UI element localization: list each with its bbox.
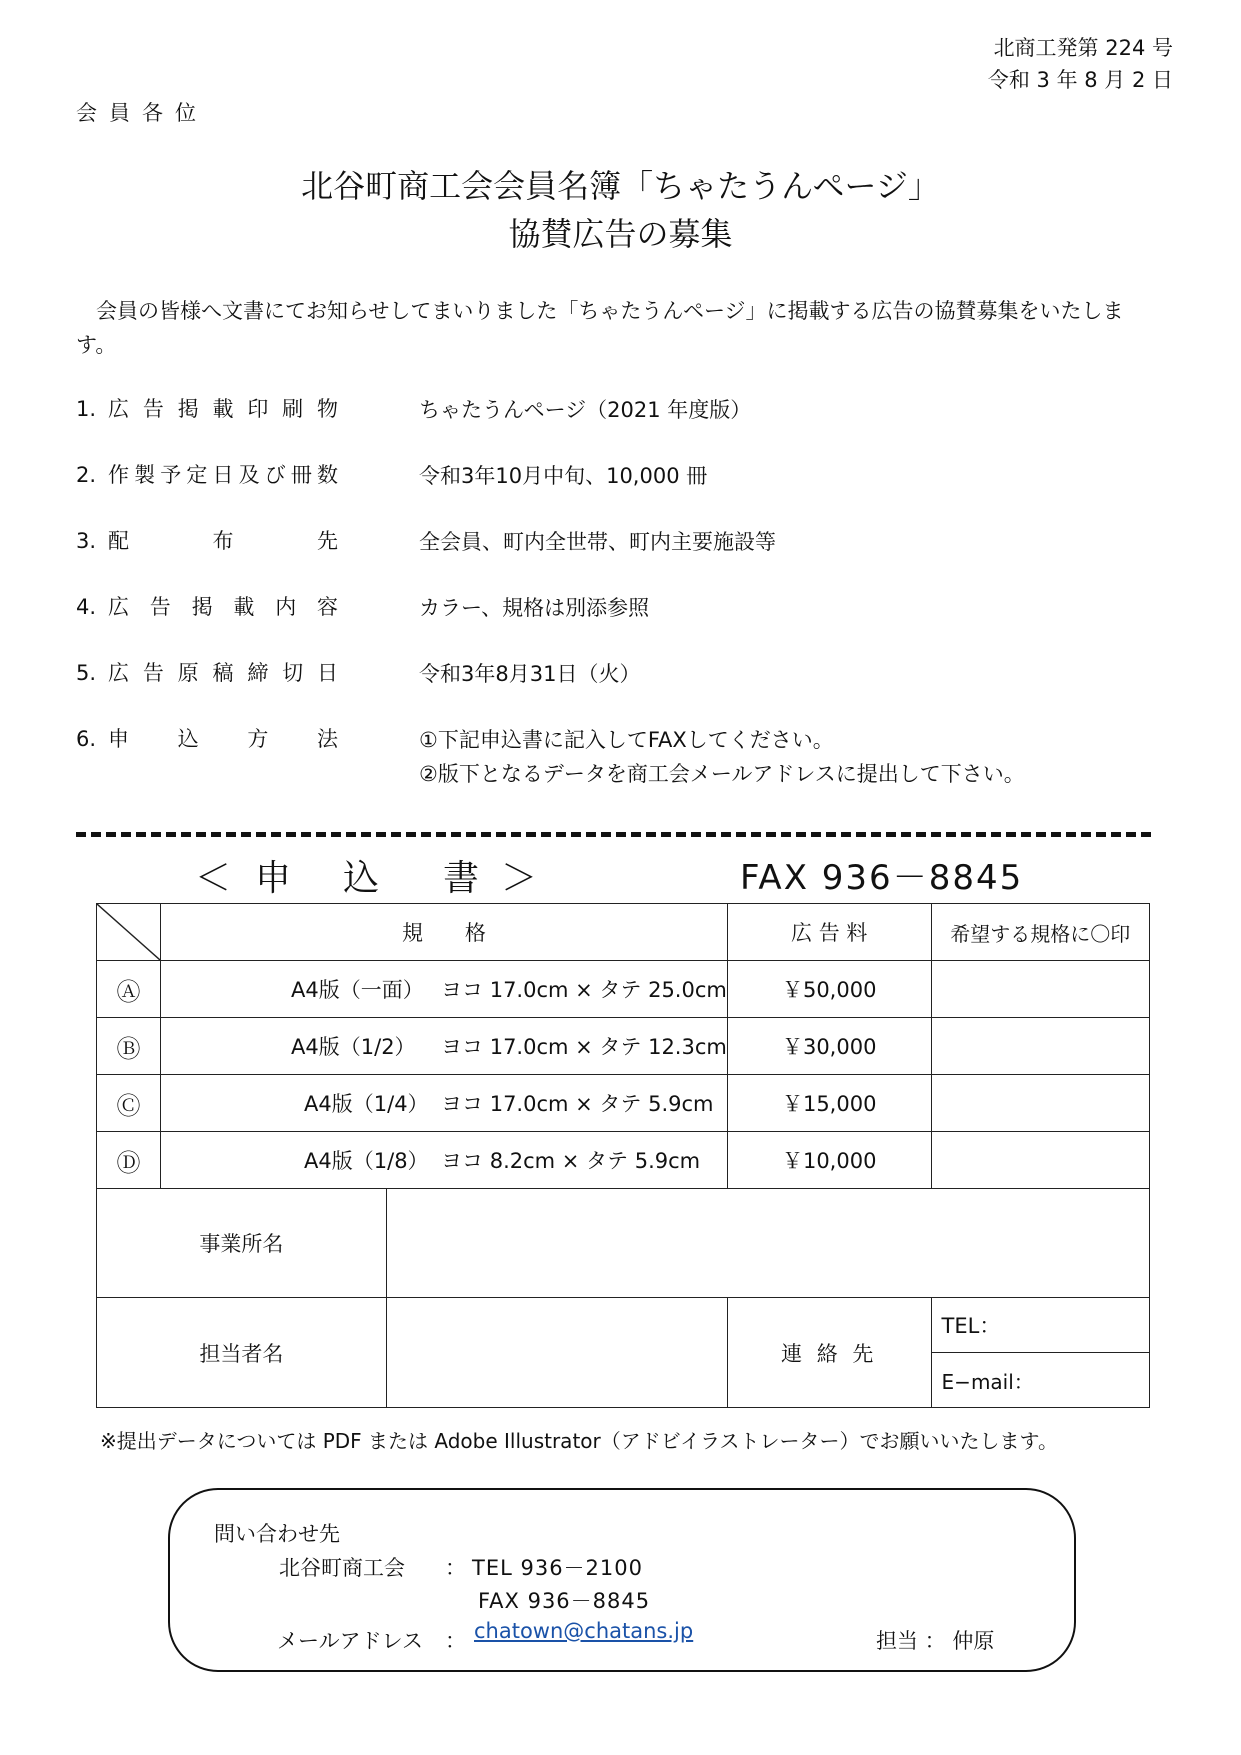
item-value: 令和3年10月中旬、10,000 冊 xyxy=(419,464,708,488)
document-number-block xyxy=(988,32,1173,96)
cut-line xyxy=(76,832,1151,837)
inquiry-tel: TEL 936－2100 xyxy=(472,1556,643,1580)
row-mark: Ⓑ xyxy=(97,1018,161,1075)
form-title xyxy=(195,850,541,901)
form-title-char: 申 xyxy=(255,858,296,899)
row-dimensions: ヨコ 8.2cm × タテ 5.9cm xyxy=(441,1149,701,1173)
wish-mark-cell[interactable] xyxy=(931,1075,1149,1132)
item-value-line-2: ②版下となるデータを商工会メールアドレスに提出して下さい。 xyxy=(419,762,1025,786)
item-value-line-1: ①下記申込書に記入してFAXしてください。 xyxy=(419,728,834,752)
form-title-char: 込 xyxy=(343,858,384,899)
submission-note: ※提出データについては PDF または Adobe Illustrator（アドビイラストレーター）でお願いいたします。 xyxy=(100,1429,1058,1453)
intro-paragraph: 会員の皆様へ文書にてお知らせしてまいりました「ちゃたうんページ」に掲載する広告の協賛募集をいたします。 xyxy=(76,299,1124,357)
row-fee: ￥30,000 xyxy=(727,1018,931,1075)
page-title xyxy=(0,162,1241,258)
wish-mark-cell[interactable] xyxy=(931,1018,1149,1075)
office-name-field[interactable] xyxy=(386,1189,1149,1298)
row-fee: ￥15,000 xyxy=(727,1075,931,1132)
inquiry-mail-label: メールアドレス xyxy=(277,1629,423,1653)
person-name-field[interactable] xyxy=(386,1298,727,1408)
office-name-label: 事業所名 xyxy=(97,1189,387,1298)
column-header-fee: 広 告 料 xyxy=(727,904,931,961)
document-date: 令和 3 年 8 月 2 日 xyxy=(987,68,1173,92)
item-number: 2. xyxy=(76,463,97,487)
inquiry-separator: ： xyxy=(445,1556,466,1580)
item-number: 4. xyxy=(76,595,97,619)
diagonal-line-icon xyxy=(97,904,160,960)
table-row xyxy=(97,1075,1150,1132)
item-value: ちゃたうんページ（2021 年度版） xyxy=(419,398,752,422)
row-dimensions: ヨコ 17.0cm × タテ 12.3cm xyxy=(441,1035,727,1059)
row-size: A4版（1/8） xyxy=(304,1149,429,1173)
inquiry-email-link[interactable]: chatown@chatans.jp xyxy=(474,1619,694,1643)
item-label: 広告掲載内容 xyxy=(108,595,338,619)
row-dimensions: ヨコ 17.0cm × タテ 5.9cm xyxy=(441,1092,714,1116)
addressee: 会員各位 xyxy=(76,101,208,125)
item-number: 3. xyxy=(76,529,97,553)
table-header-row xyxy=(97,904,1150,961)
item-label: 広告原稿締切日 xyxy=(108,661,338,685)
diagonal-cell xyxy=(97,904,161,961)
table-row xyxy=(97,961,1150,1018)
item-label: 広告掲載印刷物 xyxy=(108,397,338,421)
person-name-label: 担当者名 xyxy=(97,1298,387,1408)
item-value: 令和3年8月31日（火） xyxy=(419,662,641,686)
column-header-spec: 規 格 xyxy=(161,904,728,961)
row-mark: Ⓓ xyxy=(97,1132,161,1189)
row-size: A4版（1/4） xyxy=(304,1092,429,1116)
column-header-wish: 希望する規格に〇印 xyxy=(931,904,1149,961)
inquiry-org: 北谷町商工会 xyxy=(279,1556,405,1580)
item-number: 1. xyxy=(76,397,97,421)
wish-mark-cell[interactable] xyxy=(931,1132,1149,1189)
item-label: 申込方法 xyxy=(108,727,338,751)
row-size: A4版（1/2） xyxy=(291,1035,416,1059)
office-row xyxy=(97,1189,1150,1298)
row-dimensions: ヨコ 17.0cm × タテ 25.0cm xyxy=(441,978,727,1002)
email-field[interactable] xyxy=(931,1353,1149,1408)
inquiry-separator: ： xyxy=(445,1629,466,1653)
row-mark: Ⓐ xyxy=(97,961,161,1018)
row-size: A4版（一面） xyxy=(291,978,424,1002)
wish-mark-cell[interactable] xyxy=(931,961,1149,1018)
application-form xyxy=(96,903,1150,1408)
row-mark: Ⓒ xyxy=(97,1075,161,1132)
row-fee: ￥10,000 xyxy=(727,1132,931,1189)
tel-field[interactable] xyxy=(931,1298,1149,1353)
form-title-char: ＞ xyxy=(501,858,542,899)
inquiry-box xyxy=(168,1488,1076,1672)
title-line-2: 協賛広告の募集 xyxy=(508,215,733,253)
item-label: 配布先 xyxy=(108,529,338,553)
row-fee: ￥50,000 xyxy=(727,961,931,1018)
item-value: カラー、規格は別添参照 xyxy=(419,596,650,620)
email-label: E−mail： xyxy=(941,1369,1034,1394)
item-number: 6. xyxy=(76,727,97,751)
item-value: 全会員、町内全世帯、町内主要施設等 xyxy=(419,530,776,554)
person-row xyxy=(97,1298,1150,1353)
item-number: 5. xyxy=(76,661,97,685)
inquiry-heading: 問い合わせ先 xyxy=(214,1522,340,1546)
inquiry-contact-person: 担当 ： 仲原 xyxy=(876,1629,995,1653)
form-title-char: 書 xyxy=(443,858,484,899)
contact-label: 連 絡 先 xyxy=(727,1298,931,1408)
item-label: 作製予定日及び冊数 xyxy=(108,463,338,487)
table-row xyxy=(97,1018,1150,1075)
title-line-1: 北谷町商工会会員名簿「ちゃたうんページ」 xyxy=(301,167,940,205)
fax-number: FAX 936－8845 xyxy=(740,858,1024,898)
item-value xyxy=(419,723,1025,791)
form-title-char: ＜ xyxy=(195,858,236,899)
table-row xyxy=(97,1132,1150,1189)
tel-label: TEL： xyxy=(941,1314,1001,1338)
inquiry-fax: FAX 936－8845 xyxy=(478,1589,651,1613)
document-number: 北商工発第 224 号 xyxy=(993,36,1173,60)
